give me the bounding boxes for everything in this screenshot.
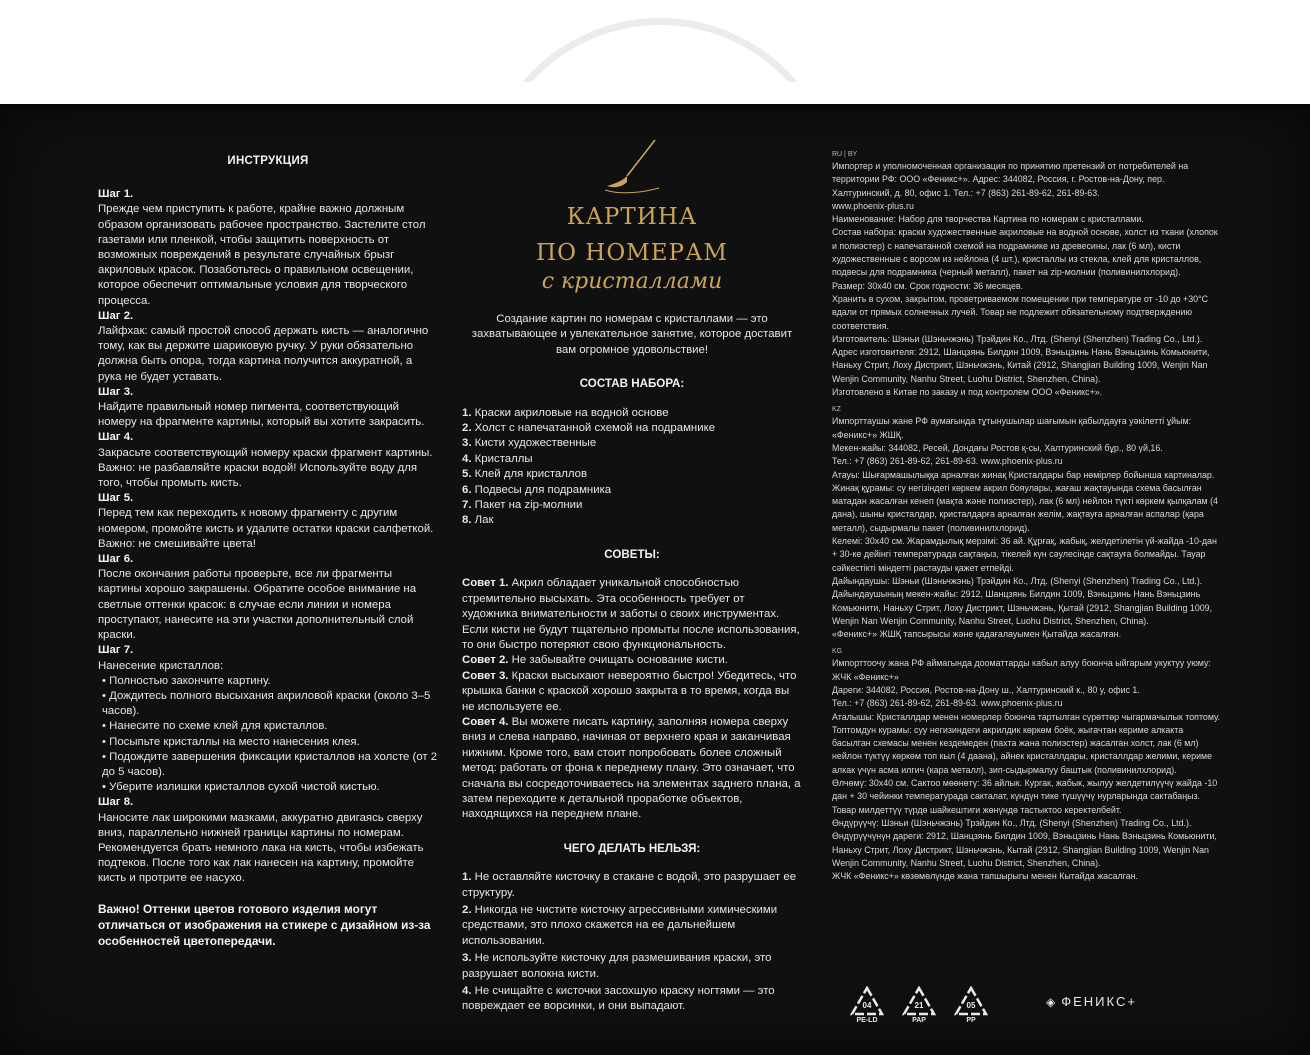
dont-item: [462, 984, 802, 1015]
kit-column: [462, 124, 802, 1017]
kit-item: [462, 467, 802, 482]
dont-item: [462, 870, 802, 901]
recycle-code: PE-LD: [856, 1017, 878, 1024]
step-text: Закрасьте соответствующий номеру краски фрагмент картины. Важно: не разбавляйте краски водой! Используйте воду для того, чтобы промыть кисть.: [98, 446, 433, 490]
step-title: Шаг 6.: [98, 553, 134, 566]
kit-item: [462, 513, 802, 528]
step-text: После окончания работы проверьте, все ли фрагменты картины хорошо закрашены. Обратите особое внимание на светлые оттенки красок: в случае если линии и номера проступают, нанесите на эти участки дополнительный слой краски.: [98, 568, 417, 642]
step7-item: • Дождитесь полного высыхания акриловой краски (около 3–5 часов).: [102, 689, 431, 718]
dont-text: Не счищайте с кисточки засохшую краску ногтями — это повреждает ее ворсинки, и они выпадают.: [462, 985, 775, 1013]
legal-paragraph: Дайындаушы: Шэньи (Шэньчжэнь) Трэйдин Ко., Лтд. (Shenyi (Shenzhen) Trading Co., Ltd.). Дайындаушының мекен-жайы: 2912, Шанцзянь Билдин 1009, Вэньцзинь Нань Вэньцзинь Комьюнити, Наньху Стрит, Лоху Дистрикт, Шэньчжэнь, Қытай (2912, Shangjian Building 1009, Wenjin Nan Wenjin Community, Nanhu Street, Luohu District, Shenzhen, China).: [832, 575, 1213, 626]
footer-marks: [846, 986, 1206, 1036]
donts-title: ЧЕГО ДЕЛАТЬ НЕЛЬЗЯ:: [563, 841, 701, 855]
step7-item: • Уберите излишки кристаллов сухой чистой кистью.: [102, 781, 380, 794]
kit-item: [462, 421, 802, 436]
tip-text: Акрил обладает уникальной способностью стремительно высыхать. Эта особенность требует от художника внимательности и заботы о своих инструментах. Если кисти не будут тщательно промыты после использования, то они быстро потеряют свою функциональность.: [462, 577, 800, 651]
legal-paragraph: Изготовитель: Шэньи (Шэньчжэнь) Трэйдин Ко., Лтд. (Shenyi (Shenzhen) Trading Co., Ltd.).: [832, 333, 1203, 344]
tip-label: Совет 3.: [462, 669, 509, 682]
brand-line-2: ПО НОМЕРАМ: [536, 240, 728, 266]
recycle-icon: [954, 986, 988, 1016]
step-title: Шаг 5.: [98, 492, 134, 505]
phoenix-logo-icon: ◈: [1046, 995, 1058, 1009]
legal-ru: [832, 160, 1224, 399]
legal-paragraph: Өлчөмү: 30x40 см. Сактоо мөөнөтү: 36 айлык. Кургак, жабык, жылуу желдетилүүчү жайда -10 дан + 30 чейинки температурада сакталат, күндүн тике түшүүчү нурларында сактабаңыз. Товар милдеттүү түрдө шайкештиги жөнүндө тастыктоо керектелбейт.: [832, 778, 1218, 815]
kit-list: [462, 406, 802, 529]
step7-item: • Нанесите по схеме клей для кристаллов.: [102, 720, 328, 733]
legal-paragraph: Дареги: 344082, Россия, Ростов-на-Дону ш., Халтуринский к., 80 у, офис 1.: [832, 684, 1140, 695]
kit-item-number: 1.: [462, 406, 472, 419]
kit-item-text: Краски акриловые на водной основе: [474, 406, 669, 419]
tip-text: Не забывайте очищать основание кисти.: [508, 654, 728, 667]
kit-item-number: 5.: [462, 468, 472, 481]
kit-item: [462, 436, 802, 451]
donts-list: [462, 870, 802, 1015]
legal-paragraph: ЖЧК «Феникс+» көзөмөлүндө жана тапшырыгы менен Кытайда жасалган.: [832, 871, 1138, 882]
step-title: Шаг 3.: [98, 385, 134, 398]
dont-number: 2.: [462, 904, 472, 916]
legal-paragraph: Изготовлено в Китае по заказу и под контролем ООО «Феникс+».: [832, 387, 1103, 398]
kit-item-text: Пакет на zip-молнии: [474, 499, 583, 512]
tips-title: СОВЕТЫ:: [604, 547, 660, 561]
kit-item-number: 7.: [462, 499, 472, 512]
legal-paragraph: Адрес изготовителя: 2912, Шанцзянь Билдин 1009, Вэньцзинь Нань Вэньцзинь Комьюнити, Наньху Стрит, Лоху Дистрикт, Шэньчжэнь, Китай (2912, Shangjian Building 1009, Wenjin Nan Wenjin Community, Nanhu Street, Luohu District, Shenzhen, China).: [832, 347, 1210, 384]
legal-paragraph: Келемі: 30x40 см. Жарамдылық мерзімі: 36 ай. Құрғақ, жабық, желдетілетін үй-жайда -10-дан + 30-ке дейінгі температурада сақтаңыз, тікелей күн сәулесінде сақтауға болмайды. Тауар сәйкестікті міндетті растауды қажет етпейді.: [832, 536, 1217, 573]
kit-item-text: Кисти художественные: [474, 437, 597, 450]
legal-paragraph: Наименование: Набор для творчества Картина по номерам с кристаллами.: [832, 214, 1144, 225]
recycle-number: 21: [914, 1001, 924, 1010]
legal-paragraph: Өндүрүүчү: Шэньи (Шэньчжэнь) Трэйдин Ко., Лтд. (Shenyi (Shenzhen) Trading Co., Ltd.). Өндүрүүчүнүн дареги: 2912, Шанцзянь Билдин 1009, Вэньцзинь Нань Вэньцзинь Комьюнити, Наньху Стрит, Лоху Дистрикт, Шэньчжэнь, Кытай (2912, Shangjian Building 1009, Wenjin Nan Wenjin Community, Nanhu Street, Luohu District, Shenzhen, China).: [832, 817, 1217, 868]
tip-text: Краски высыхают невероятно быстро! Убедитесь, что крышка банки с краской хорошо закрыта в то время, когда вы не используете ее.: [462, 669, 797, 713]
lang-tag-kg: KG: [832, 648, 843, 656]
legal-paragraph: Импорттаушы жане РФ аумағында тұтынушылар шағымын қабылдауға уәкілетті ұйым: «Феникс+» ЖШҚ.: [832, 416, 1192, 440]
legal-paragraph: Аталышы: Кристаллдар менен номерлер боюнча тартылган сүрөттөр чыгармачылык топтому.: [832, 711, 1221, 722]
legal-paragraph: Мекен-жайы: 344082, Ресей, Дондағы Ростов қ-сы, Халтуринский бұр., 80 үй,16.: [832, 442, 1163, 453]
legal-kg: [832, 657, 1224, 883]
kit-item-number: 8.: [462, 514, 472, 527]
kit-item-number: 2.: [462, 422, 472, 435]
tip-item: [462, 653, 802, 668]
step-title: Шаг 7.: [98, 644, 134, 657]
legal-paragraph: Тел.: +7 (863) 261-89-62, 261-89-63. www.phoenix-plus.ru: [832, 698, 1063, 709]
legal-paragraph: Импорттоочу жана РФ аймагында дооматтарды кабыл алуу боюнча ыйгарым укуктуу уюму: ЖЧК «Феникс+»: [832, 658, 1211, 682]
recycle-icon: [902, 986, 936, 1016]
step-title: Шаг 1.: [98, 188, 134, 201]
dont-number: 4.: [462, 985, 472, 998]
top-edge: [0, 104, 1310, 107]
step7-item: • Полностью закончите картину.: [102, 674, 271, 687]
tip-label: Совет 1.: [462, 577, 509, 590]
step-title: Шаг 8.: [98, 796, 134, 809]
step-text: Наносите лак широкими мазками, аккуратно двигаясь сверху вниз, параллельно нижней границы картины по номерам. Рекомендуется брать немного лака на кисть, чтобы избежать подтеков. После того как лак нанесен на картину, промойте кисть и протрите ее насухо.: [98, 811, 424, 885]
instructions-column: [98, 154, 438, 949]
kit-item: [462, 483, 802, 498]
kit-item-number: 3.: [462, 437, 472, 450]
step7-item: • Подождите завершения фиксации кристаллов на холсте (от 2 до 5 часов).: [102, 750, 438, 778]
tips-list: [462, 576, 802, 823]
brand-line-1: КАРТИНА: [566, 204, 698, 230]
brand-logo: [1046, 994, 1137, 1009]
tip-label: Совет 4.: [462, 715, 509, 728]
lang-tag-kz: KZ: [832, 406, 841, 414]
steps-list: [98, 187, 438, 886]
kit-item-text: Лак: [474, 514, 494, 527]
recycle-mark: [846, 986, 888, 1030]
legal-paragraph: Хранить в сухом, закрытом, проветриваемом помещении при температуре от -10 до +30°С вдали от прямых солнечных лучей. Товар не подлежит обязательному подтверждению соответствия.: [832, 293, 1209, 331]
legal-column: [832, 144, 1224, 883]
kit-item-text: Клей для кристаллов: [474, 468, 588, 481]
step-title: Шаг 2.: [98, 309, 134, 322]
kit-title: СОСТАВ НАБОРА:: [579, 377, 685, 391]
kit-item: [462, 498, 802, 513]
dont-text: Не оставляйте кисточку в стакане с водой, это разрушает ее структуру.: [462, 871, 797, 899]
logo-text: ФЕНИКС+: [1061, 994, 1137, 1009]
dont-item: [462, 903, 802, 949]
step-text: Найдите правильный номер пигмента, соответствующий номеру на фрагменте картины, который вы хотите закрасить.: [98, 401, 425, 429]
package-back: [0, 104, 1310, 1055]
step-title: Шаг 4.: [98, 431, 134, 444]
recycle-icon: [850, 986, 884, 1016]
kit-item-text: Холст с напечатанной схемой на подрамнике: [474, 422, 716, 435]
recycle-number: 04: [862, 1001, 872, 1010]
legal-paragraph: Топтомдун курамы: суу негизиндеги акрилдик көркөм боёк, жыгачтан кериме алкакта басылган схемасы менен кездемеден (пахта жана полиэстер) жасалган холст, лак (6 мл) нейлон түктүү көркөм топ кыл (4 даана), айнек кристаллдары, кристаллдар желими, кериме алкак үчүн асма илгич (кара металл), зип-сыдырмалуу баштык (поливинилхлорид).: [832, 724, 1213, 775]
dont-text: Не используйте кисточку для размешивания краски, это разрушает волокна кисти.: [462, 952, 772, 980]
step-text: Лайфхак: самый простой способ держать кисть — аналогично тому, как вы держите шариковую ручку. У руки обязательно должна быть опора, тогда картина получится аккуратной, а рука не будет уставать.: [98, 325, 429, 383]
intro-text: Создание картин по номерам с кристаллами — это захватывающее и увлекательное занятие, которое доставит вам огромное удовольствие!: [471, 313, 793, 356]
kit-item-text: Кристаллы: [474, 452, 533, 465]
tip-item: [462, 715, 802, 823]
step-text: Прежде чем приступить к работе, крайне важно должным образом организовать рабочее пространство. Застелите стол газетами или пленкой, чтобы защитить поверхность от возможных повреждений в результате случайных брызг акриловых красок. Позаботьтесь о правильном освещении, которое обеспечит оптимальные условия для творческого процесса.: [98, 203, 426, 307]
step-text: Перед тем как переходить к новому фрагменту с другим номером, промойте кисть и удалите остатки краски салфеткой. Важно: не смешивайте цвета!: [98, 507, 434, 550]
tip-label: Совет 2.: [462, 654, 509, 667]
tip-item: [462, 669, 802, 715]
legal-paragraph: Импортер и уполномоченная организация по принятию претензий от потребителей на территории РФ: ООО «Феникс+». Адрес: 344082, Россия, г. Ростов-на-Дону, пер. Халтуринский, д. 80, офис 1. Тел.: +7 (863) 261-89-62, 261-89-63.: [832, 161, 1189, 198]
lang-tag-ru: RU | BY: [832, 151, 858, 158]
kit-item-text: Подвесы для подрамника: [474, 483, 612, 496]
recycle-mark: [950, 986, 992, 1030]
tip-item: [462, 576, 802, 653]
kit-item-number: 6.: [462, 483, 472, 496]
recycle-number: 05: [966, 1001, 976, 1010]
instructions-title: ИНСТРУКЦИЯ: [227, 155, 309, 167]
brand-line-3: с кристаллами: [541, 269, 723, 294]
recycle-code: PP: [966, 1017, 976, 1024]
dont-number: 3.: [462, 952, 472, 965]
kit-item: [462, 406, 802, 421]
step7-list: [98, 674, 438, 796]
legal-paragraph: «Феникс+» ЖШҚ тапсырысы және қадағалауымен Қытайда жасалған.: [832, 629, 1122, 640]
recycle-mark: [898, 986, 940, 1030]
kit-item: [462, 452, 802, 467]
legal-paragraph: www.phoenix-plus.ru: [832, 200, 914, 211]
recycle-code: PAP: [912, 1017, 926, 1024]
dont-item: [462, 951, 802, 982]
legal-paragraph: Состав набора: краски художественные акриловые на водной основе, холст из ткани (хлопок и полиэстер) с напечатанной схемой на подрамнике из древесины, лак (6 мл), кисти художественные с ворсом из нейлона (4 шт.), кристаллы из стекла, клей для кристаллов, подвесы для подрамника (черный металл), пакет на zip-молнии (поливинилхлорид).: [832, 227, 1218, 278]
important-note: Важно! Оттенки цветов готового изделия могут отличаться от изображения на стикере с дизайном из-за особенностей цветопередачи.: [98, 901, 431, 948]
legal-paragraph: Атауы: Шығармашылыққа арналған жинақ Кристалдары бар нөмірлер бойынша картиналар. Жинақ құрамы: су негізіндегі көркем акрил бояулары, жағаш жақтауында схема басылған матадан жасалған кенеп (мақта және полиэстер), лак (6 мл) нейлон түкті көркем қылқалам (4 дана), шыны кристалдар, кристалдарға арналған желім, жақтауға арналған аспалар (қара металл), сыдырмалы пакет (поливинилхлорид).: [832, 469, 1218, 533]
dont-number: 1.: [462, 871, 472, 884]
step-text: Нанесение кристаллов:: [98, 659, 224, 672]
legal-kz: [832, 415, 1224, 641]
step7-item: • Посыпьте кристаллы на место нанесения клея.: [102, 735, 360, 748]
brush-icon: [597, 136, 667, 196]
tip-text: Вы можете писать картину, заполняя номера сверху вниз и слева направо, начиная от верхнего края и заканчивая нижним. Кроме того, вам стоит попробовать более сложный метод: работать от фона к переднему плану. Это означает, что сначала вы сосредоточиваетесь на элементах заднего плана, а затем переходите к детальной проработке объектов, находящихся на переднем плане.: [462, 715, 801, 821]
kit-item-number: 4.: [462, 452, 472, 465]
dont-text: Никогда не чистите кисточку агрессивными химическими средствами, это плохо скажется на ее дальнейшем использовании.: [462, 904, 778, 947]
legal-paragraph: Тел.: +7 (863) 261-89-62, 261-89-63. www.phoenix-plus.ru: [832, 456, 1063, 467]
legal-paragraph: Размер: 30x40 см. Срок годности: 36 месяцев.: [832, 280, 1024, 291]
